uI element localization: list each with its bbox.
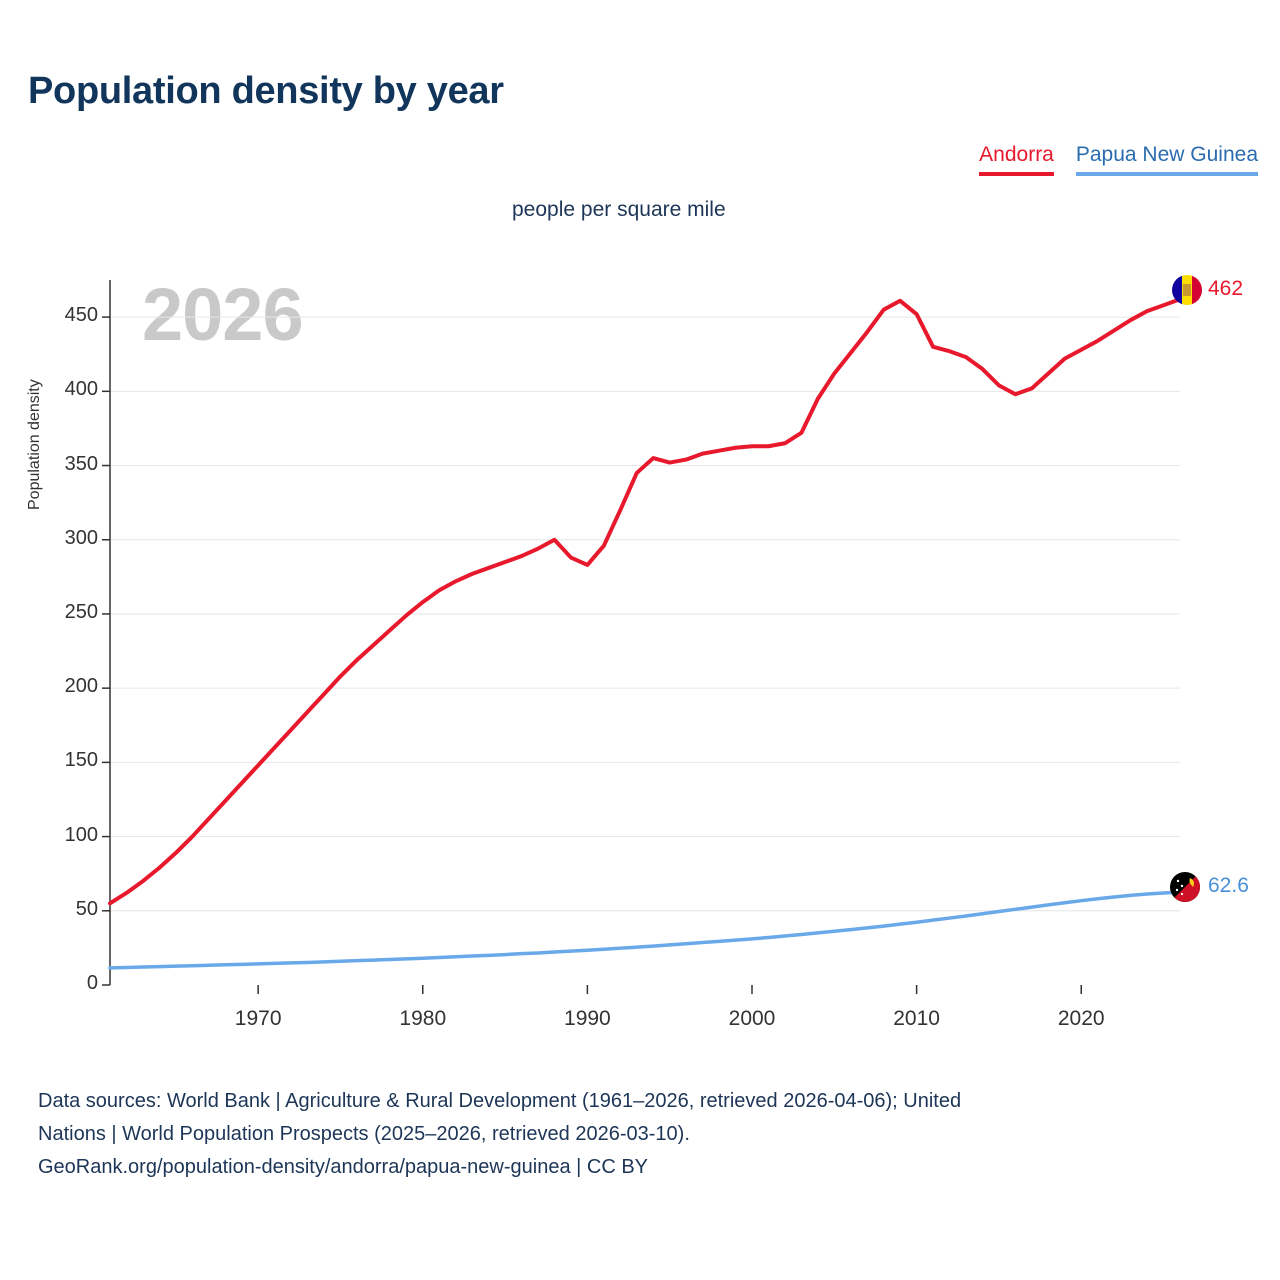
y-tick-label: 450 xyxy=(64,304,98,327)
y-tick-label: 150 xyxy=(64,749,98,772)
watermark-year: 2026 xyxy=(142,273,303,356)
x-tick-label: 2010 xyxy=(893,1007,940,1030)
footer-line-2: Nations | World Population Prospects (2025–2026, retrieved 2026-03-10). xyxy=(38,1123,690,1145)
legend-item-papua-new-guinea[interactable]: Papua New Guinea xyxy=(1076,143,1258,176)
y-axis-title: Population density xyxy=(26,379,43,510)
y-tick-label: 0 xyxy=(86,972,98,994)
footer-line-3: GeoRank.org/population-density/andorra/papua-new-guinea | CC BY xyxy=(38,1156,649,1178)
x-tick-label: 2000 xyxy=(728,1007,776,1030)
y-tick-label: 200 xyxy=(64,675,98,698)
flag-icon-andorra xyxy=(1172,275,1202,305)
footer-line-1: Data sources: World Bank | Agriculture & Rural Development (1961–2026, retrieved 2026-04-06); United xyxy=(38,1090,962,1112)
y-tick-label: 400 xyxy=(64,378,98,401)
x-tick-label: 1970 xyxy=(234,1007,282,1030)
y-tick-label: 50 xyxy=(75,897,98,920)
flag-icon-papua-new-guinea xyxy=(1170,872,1200,902)
x-tick-label: 1980 xyxy=(399,1007,447,1030)
end-value-papua-new-guinea: 62.6 xyxy=(1208,874,1249,897)
y-tick-label: 300 xyxy=(64,526,98,549)
x-tick-label: 2020 xyxy=(1057,1007,1105,1030)
y-tick-label: 100 xyxy=(64,823,98,846)
page-title: Population density by year xyxy=(28,70,504,112)
chart-unit-label: people per square mile xyxy=(512,198,726,221)
y-axis-ticks xyxy=(102,317,110,985)
series-line-andorra xyxy=(110,299,1180,903)
series-line-papua-new-guinea xyxy=(110,892,1180,968)
legend-item-andorra[interactable]: Andorra xyxy=(979,143,1054,176)
gridlines xyxy=(110,317,1180,911)
y-tick-label: 350 xyxy=(64,452,98,475)
end-value-andorra: 462 xyxy=(1208,277,1244,300)
y-tick-label: 250 xyxy=(64,600,98,623)
x-tick-label: 1990 xyxy=(564,1007,611,1030)
footer-sources xyxy=(38,1086,1268,1185)
x-axis-ticks xyxy=(258,985,1081,994)
